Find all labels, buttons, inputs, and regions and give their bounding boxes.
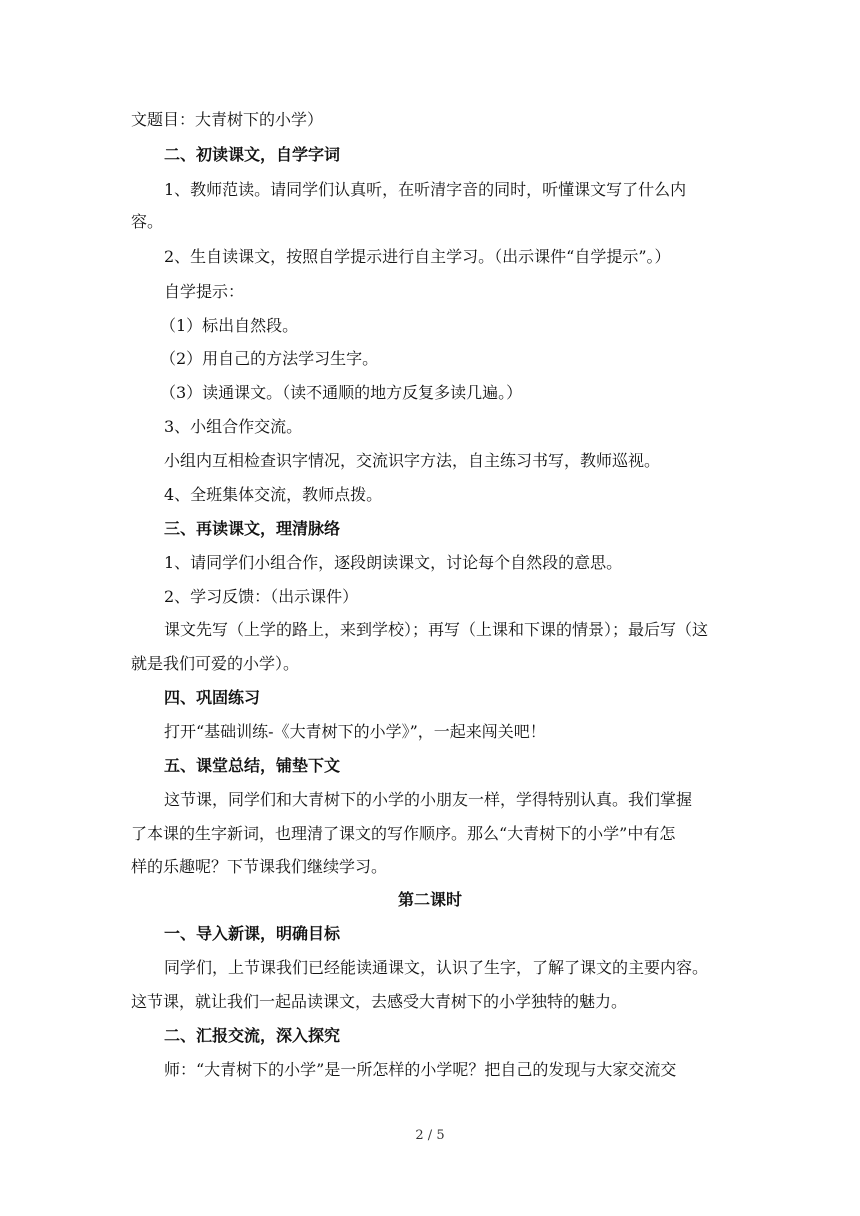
text-line: 1、请同学们小组合作，逐段朗读课文，讨论每个自然段的意思。 <box>164 553 623 572</box>
section-heading: 五、课堂总结，铺垫下文 <box>164 756 341 775</box>
text-line: 这节课，就让我们一起品读课文，去感受大青树下的小学独特的魅力。 <box>131 992 628 1011</box>
text-line: 1、教师范读。请同学们认真听，在听清字音的同时，听懂课文写了什么内 <box>164 180 687 199</box>
lesson-title: 第二课时 <box>397 890 462 909</box>
text-line: （2）用自己的方法学习生字。 <box>160 349 379 368</box>
text-line: 师：“大青树下的小学”是一所怎样的小学呢？把自己的发现与大家交流交 <box>164 1060 677 1079</box>
text-line: 3、小组合作交流。 <box>164 417 303 436</box>
text-line: 样的乐趣呢？下节课我们继续学习。 <box>131 857 388 876</box>
text-line: （3）读通课文。（读不通顺的地方反复多读几遍。） <box>160 383 523 402</box>
text-line: 就是我们可爱的小学）。 <box>131 654 300 673</box>
section-heading: 三、再读课文，理清脉络 <box>164 519 341 538</box>
text-line: 容。 <box>131 212 164 231</box>
text-line: 文题目：大青树下的小学） <box>131 110 324 129</box>
section-heading: 二、汇报交流，深入探究 <box>164 1026 341 1045</box>
text-line: 打开“基础训练-《大青树下的小学》”，一起来闯关吧！ <box>164 722 546 741</box>
text-line: 2、生自读课文，按照自学提示进行自主学习。（出示课件“自学提示”。） <box>164 247 671 266</box>
text-line: 这节课，同学们和大青树下的小学的小朋友一样，学得特别认真。我们掌握 <box>164 790 693 809</box>
section-heading: 二、初读课文，自学字词 <box>164 145 341 164</box>
page-number: 2 / 5 <box>415 1128 445 1143</box>
text-line: 2、学习反馈：（出示课件） <box>164 587 359 606</box>
text-line: 课文先写（上学的路上，来到学校）；再写（上课和下课的情景）；最后写（这 <box>164 620 709 639</box>
text-line: 同学们，上节课我们已经能读通课文，认识了生字，了解了课文的主要内容。 <box>164 958 709 977</box>
section-heading: 四、巩固练习 <box>164 688 261 707</box>
text-line: 4、全班集体交流，教师点拨。 <box>164 485 383 504</box>
section-heading: 一、导入新课，明确目标 <box>164 924 341 943</box>
text-line: 自学提示： <box>164 282 245 301</box>
text-line: （1）标出自然段。 <box>160 316 299 335</box>
text-line: 小组内互相检查识字情况，交流识字方法，自主练习书写，教师巡视。 <box>164 451 661 470</box>
text-line: 了本课的生字新词，也理清了课文的写作顺序。那么“大青树下的小学”中有怎 <box>131 824 676 843</box>
